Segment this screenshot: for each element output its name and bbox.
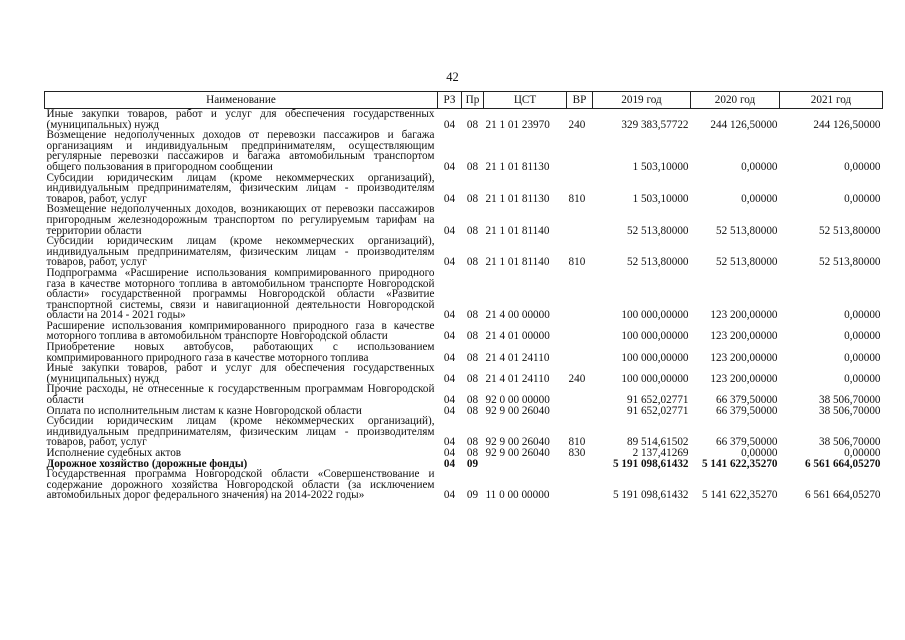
row-vr [567,268,593,321]
table-row [45,416,883,448]
row-value-2020: 66 379,50000 [715,436,778,449]
row-value-2019: 100 000,00000 [621,351,689,364]
row-cst: 21 4 00 00000 [485,309,550,322]
row-name: Прочие расходы, не отнесенные к государственным программам Новгородской области [46,383,435,407]
row-vr: 810 [568,256,586,269]
row-value-2020: 123 200,00000 [710,330,778,343]
row-value-2019: 52 513,80000 [626,224,689,237]
row-pr: 09 [466,489,479,502]
table-row [45,268,883,321]
row-name: Подпрограмма «Расширение использования компримированного природного газа в качестве моторного топлива в автомобильном транспорте Новгородской области» государственной программы Новгородской области «Развитие транспортной системы, связи и навигационной деятельности Новгородской области на 2014 - 2021 годы» [46,266,435,322]
row-value-2021: 52 513,80000 [818,256,881,269]
row-vr [567,342,593,363]
row-value-2021: 6 561 664,05270 [804,457,881,470]
row-value-2021: 0,00000 [844,447,881,459]
row-pr: 08 [466,372,479,385]
row-value-2019: 89 514,61502 [626,436,689,449]
row-cst: 92 9 00 26040 [485,447,550,459]
row-value-2019: 100 000,00000 [621,330,689,343]
row-pr: 08 [466,118,479,131]
row-rz: 04 [443,372,456,385]
row-vr: 240 [568,118,586,131]
row-rz: 04 [443,436,456,449]
row-name: Дорожное хозяйство (дорожные фонды) [46,457,248,470]
row-value-2020: 52 513,80000 [715,256,778,269]
row-value-2019: 1 503,10000 [632,192,689,205]
column-header-pr: Пр [462,92,484,109]
row-vr: 240 [568,372,586,385]
row-cst: 21 4 01 24110 [485,372,550,385]
column-header-rz: РЗ [438,92,462,109]
column-header-2019: 2019 год [593,92,691,109]
row-name: Расширение использования компримированного природного газа в качестве моторного топлива в автомобильном транспорте Новгородской области [46,319,435,343]
row-value-2019: 100 000,00000 [621,309,689,322]
table-body [45,109,883,501]
row-value-2020: 0,00000 [741,447,778,459]
row-rz: 04 [443,457,456,470]
row-vr: 810 [568,192,586,205]
row-cst: 92 0 00 00000 [485,394,550,407]
row-value-2021: 0,00000 [844,372,881,385]
row-pr: 08 [466,309,479,322]
row-rz: 04 [443,256,456,269]
row-cst: 92 9 00 26040 [485,436,550,449]
page-number: 42 [446,70,459,84]
table-row [45,173,883,205]
table-row [45,448,883,459]
row-vr: 830 [568,447,586,459]
column-header-name: Наименование [45,92,438,109]
row-value-2019: 91 652,02771 [626,394,689,407]
row-value-2021: 52 513,80000 [818,224,881,237]
row-value-2019: 329 383,57722 [621,118,689,131]
column-header-2020: 2020 год [691,92,780,109]
row-rz: 04 [443,489,456,502]
row-name: Иные закупки товаров, работ и услуг для обеспечения государственных (муниципальных) нужд [46,362,435,385]
row-vr [567,459,593,470]
row-vr [567,384,593,405]
row-vr [567,469,593,501]
row-value-2020: 5 141 622,35270 [701,457,778,470]
row-value-2020: 66 379,50000 [715,404,778,417]
row-value-2019: 91 652,02771 [626,404,689,417]
row-cst: 92 9 00 26040 [485,404,550,417]
row-vr: 810 [568,436,586,449]
table-row [45,236,883,268]
row-value-2021: 38 506,70000 [818,436,881,449]
table-row [45,469,883,501]
row-value-2021: 0,00000 [844,160,881,173]
row-cst: 21 1 01 81140 [485,224,550,237]
table-row [45,321,883,342]
row-value-2020: 0,00000 [741,160,778,173]
row-cst: 21 1 01 81140 [485,256,550,269]
table-row [45,130,883,172]
row-value-2021: 0,00000 [844,330,881,343]
row-name: Иные закупки товаров, работ и услуг для обеспечения государственных (муниципальных) нужд [46,108,435,131]
row-pr: 08 [466,447,479,459]
column-header-2021: 2021 год [780,92,883,109]
row-value-2021: 38 506,70000 [818,404,881,417]
row-cst: 21 4 01 24110 [485,351,550,364]
row-name: Субсидии юридическим лицам (кроме некоммерческих организаций), индивидуальным предпринимателям, физическим лицам - производителям товаров, работ, услуг [46,235,435,269]
row-pr: 08 [466,394,479,407]
row-value-2019: 2 137,41269 [632,447,689,459]
row-pr: 08 [466,160,479,173]
row-value-2020: 5 141 622,35270 [701,489,778,502]
row-cst [484,459,567,470]
row-name: Исполнение судебных актов [46,447,182,459]
row-cst: 21 1 01 81130 [485,160,550,173]
row-rz: 04 [443,309,456,322]
row-pr: 09 [466,457,479,470]
row-value-2019: 1 503,10000 [632,160,689,173]
row-vr [567,130,593,172]
row-pr: 08 [466,330,479,343]
row-pr: 08 [466,404,479,417]
row-cst: 21 1 01 81130 [485,192,550,205]
row-rz: 04 [443,351,456,364]
row-value-2020: 123 200,00000 [710,351,778,364]
row-vr [567,204,593,236]
row-value-2020: 52 513,80000 [715,224,778,237]
row-pr: 08 [466,224,479,237]
table-row [45,384,883,405]
column-header-vr: ВР [567,92,593,109]
row-value-2021: 6 561 664,05270 [804,489,881,502]
row-rz: 04 [443,224,456,237]
row-pr: 08 [466,256,479,269]
row-rz: 04 [443,160,456,173]
row-pr: 08 [466,351,479,364]
row-name: Оплата по исполнительным листам к казне Новгородской области [46,404,362,417]
row-value-2020: 244 126,50000 [710,118,778,131]
row-cst: 21 4 01 00000 [485,330,550,343]
row-name: Возмещение недополученных доходов, возникающих от перевозки пассажиров пригородным железнодорожным транспортом по регулируемым тарифам на территории области [46,203,435,237]
row-name: Государственная программа Новгородской области «Совершенствование и содержание дорожного хозяйства Новгородской области (за исключением автомобильных дорог федерального значения) на 2014-2022 годы» [46,468,435,502]
row-rz: 04 [443,330,456,343]
row-name: Субсидии юридическим лицам (кроме некоммерческих организаций), индивидуальным предпринимателям, физическим лицам - производителям товаров, работ, услуг [46,415,435,449]
row-value-2021: 0,00000 [844,309,881,322]
table-row [45,363,883,384]
table-row [45,109,883,131]
row-vr [567,321,593,342]
row-pr: 08 [466,192,479,205]
row-value-2020: 123 200,00000 [710,372,778,385]
row-value-2021: 244 126,50000 [813,118,881,131]
table-row [45,204,883,236]
row-rz: 04 [443,118,456,131]
row-name: Приобретение новых автобусов, работающих с использованием компримированного природного газа в качестве моторного топлива [46,341,435,364]
column-header-cst: ЦСТ [484,92,567,109]
row-value-2021: 0,00000 [844,351,881,364]
budget-table [44,91,883,501]
row-name: Возмещение недополученных доходов от перевозки пассажиров и багажа организациям и индивидуальным предпринимателям, осуществляющим регулярные перевозки пассажиров и багажа автомобильным транспортом общего пользования в пригородном сообщении [46,129,435,173]
row-rz: 04 [443,447,456,459]
row-value-2020: 123 200,00000 [710,309,778,322]
row-vr [567,406,593,417]
row-rz: 04 [443,192,456,205]
row-value-2019: 5 191 098,61432 [612,457,689,470]
row-value-2021: 38 506,70000 [818,394,881,407]
table-header-row [45,92,883,109]
row-name: Субсидии юридическим лицам (кроме некоммерческих организаций), индивидуальным предпринимателям, физическим лицам - производителям товаров, работ, услуг [46,171,435,205]
row-value-2020: 0,00000 [741,192,778,205]
row-cst: 11 0 00 00000 [485,489,550,502]
row-value-2019: 5 191 098,61432 [612,489,689,502]
row-cst: 21 1 01 23970 [485,118,550,131]
row-value-2020: 66 379,50000 [715,394,778,407]
table-row [45,342,883,363]
row-rz: 04 [443,394,456,407]
row-value-2019: 100 000,00000 [621,372,689,385]
row-value-2021: 0,00000 [844,192,881,205]
row-rz: 04 [443,404,456,417]
row-pr: 08 [466,436,479,449]
row-value-2019: 52 513,80000 [626,256,689,269]
